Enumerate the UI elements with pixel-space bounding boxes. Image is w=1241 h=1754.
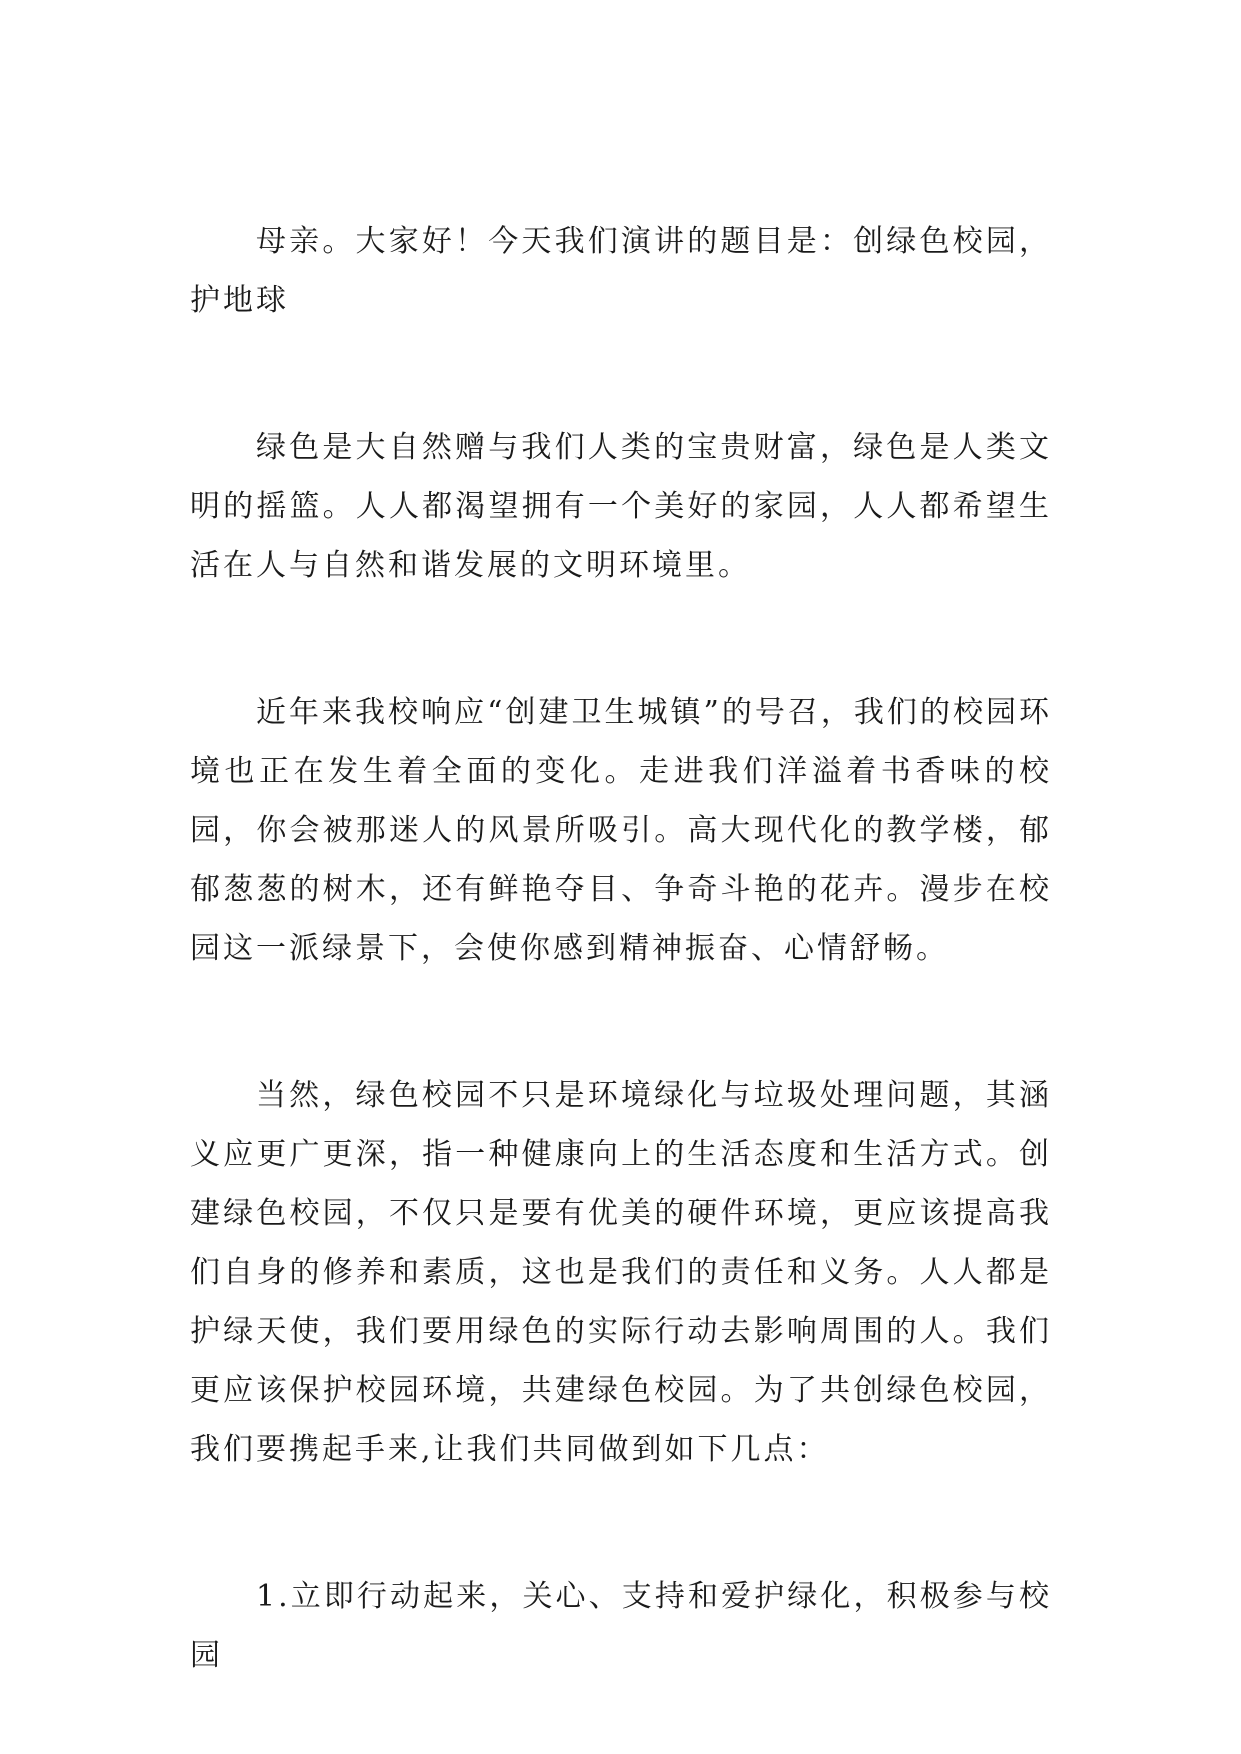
document-body bbox=[190, 212, 1052, 1685]
paragraph-green-wealth: 绿色是大自然赠与我们人类的宝贵财富，绿色是人类文明的摇篮。人人都渴望拥有一个美好的家园，人人都希望生活在人与自然和谐发展的文明环境里。 bbox=[190, 430, 1052, 583]
paragraph-campus-change: 近年来我校响应“创建卫生城镇”的号召，我们的校园环境也正在发生着全面的变化。走进我们洋溢着书香味的校园，你会被那迷人的风景所吸引。高大现代化的教学楼，郁郁葱葱的树木，还有鲜艳夺目、争奇斗艳的花卉。漫步在校园这一派绿景下，会使你感到精神振奋、心情舒畅。 bbox=[190, 695, 1052, 966]
paragraph-green-campus-meaning: 当然，绿色校园不只是环境绿化与垃圾处理问题，其涵义应更广更深，指一种健康向上的生活态度和生活方式。创建绿色校园，不仅只是要有优美的硬件环境，更应该提高我们自身的修养和素质，这也是我们的责任和义务。人人都是护绿天使，我们要用绿色的实际行动去影响周围的人。我们更应该保护校园环境，共建绿色校园。为了共创绿色校园，我们要携起手来,让我们共同做到如下几点： bbox=[190, 1078, 1052, 1467]
paragraph-greeting: 母亲。大家好！今天我们演讲的题目是：创绿色校园，护地球 bbox=[190, 224, 1052, 318]
paragraph-point-1: 1.立即行动起来，关心、支持和爱护绿化，积极参与校园 bbox=[190, 1579, 1052, 1673]
